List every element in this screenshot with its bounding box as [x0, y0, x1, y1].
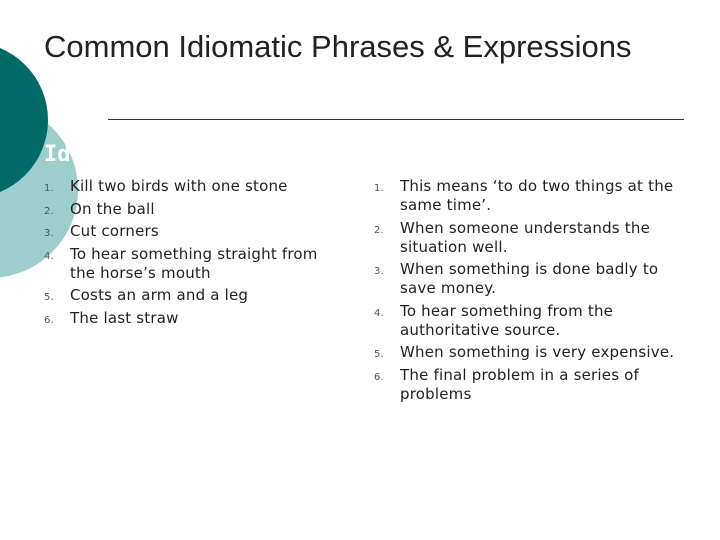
list-item: [374, 177, 680, 215]
list-item: [44, 244, 340, 283]
idiom-list: [44, 177, 340, 331]
slide-title: Common Idiomatic Phrases & Expressions: [44, 29, 632, 64]
list-number: 5.: [44, 292, 54, 303]
meaning-text: The final problem in a series of problems: [400, 365, 640, 403]
list-number: 2.: [374, 224, 384, 236]
list-number: 2.: [44, 205, 54, 217]
idiom-text: On the ball: [70, 199, 155, 218]
list-item: [44, 222, 340, 241]
list-number: 6.: [374, 371, 384, 383]
list-item: [44, 199, 340, 219]
list-item: [374, 218, 680, 257]
list-item: [44, 177, 340, 196]
list-number: 5.: [374, 349, 384, 360]
idiom-text: Cut corners: [70, 222, 159, 240]
list-number: 4.: [44, 250, 54, 262]
list-number: 1.: [44, 183, 54, 194]
list-item: [44, 286, 340, 305]
meaning-text: To hear something from the authoritative source.: [400, 301, 614, 339]
meaning-text: This means ‘to do two things at the same time’.: [400, 177, 674, 214]
subheading-fragment: Id: [44, 142, 71, 167]
list-item: [44, 308, 340, 328]
list-item: [374, 260, 680, 298]
list-number: 3.: [44, 228, 54, 239]
list-number: 6.: [44, 314, 54, 326]
idiom-text: Kill two birds with one stone: [70, 177, 288, 195]
idiom-text: To hear something straight from the horse’s mouth: [70, 244, 318, 282]
list-item: [374, 301, 680, 340]
meaning-text: When something is very expensive.: [400, 343, 675, 361]
list-item: [374, 343, 680, 362]
list-number: 1.: [374, 183, 384, 194]
meaning-list: [374, 177, 680, 407]
idiom-text: Costs an arm and a leg: [70, 286, 249, 304]
idiom-text: The last straw: [70, 308, 179, 327]
list-number: 3.: [374, 266, 384, 277]
meaning-text: When something is done badly to save money.: [400, 260, 659, 297]
list-item: [374, 365, 680, 404]
list-number: 4.: [374, 307, 384, 319]
title-divider: [108, 119, 684, 120]
meaning-text: When someone understands the situation well.: [400, 218, 651, 256]
